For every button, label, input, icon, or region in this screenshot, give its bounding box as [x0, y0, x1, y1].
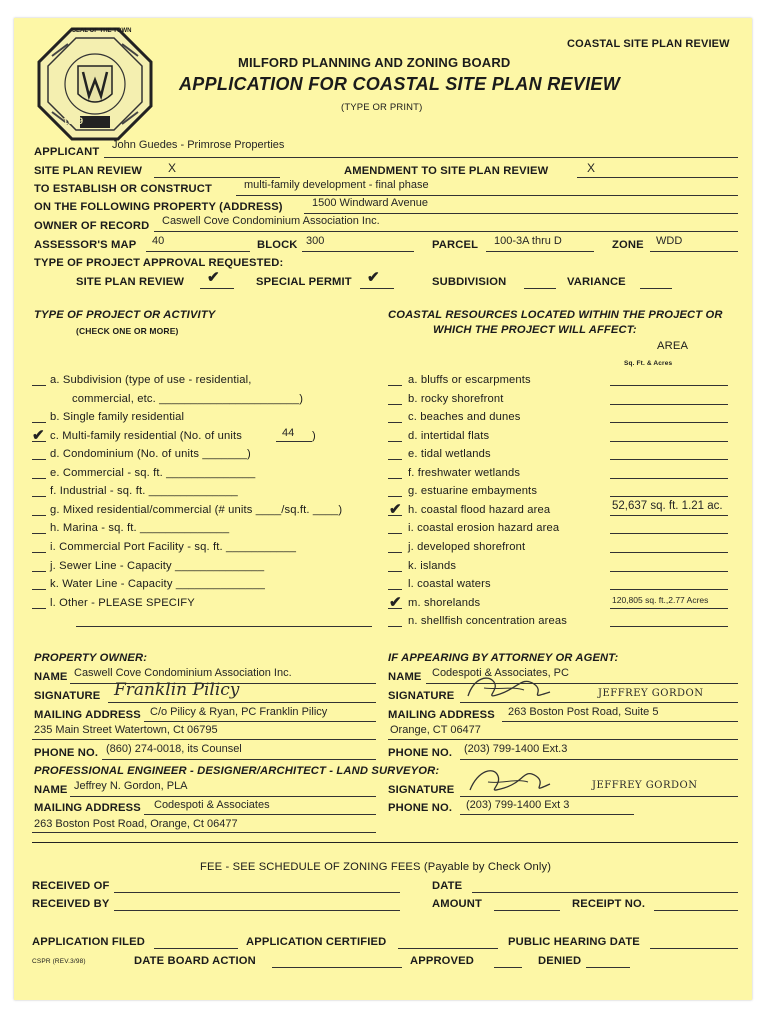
- agent-name-label: NAME: [388, 671, 422, 683]
- checkbox-line[interactable]: [32, 459, 46, 460]
- area-line[interactable]: [610, 422, 728, 423]
- check-one-note: (CHECK ONE OR MORE): [76, 326, 179, 336]
- form-revision: CSPR (REV.3/98): [32, 958, 86, 965]
- address-label: ON THE FOLLOWING PROPERTY (ADDRESS): [34, 201, 283, 213]
- agent-mailing-line1[interactable]: 263 Boston Post Road, Suite 5: [508, 706, 659, 718]
- surveyor-phone-label: PHONE NO.: [388, 802, 453, 814]
- project-type-item: k. Water Line - Capacity ______________: [50, 578, 266, 591]
- received-of-label: RECEIVED OF: [32, 880, 110, 892]
- project-type-item: commercial, etc. ______________________): [72, 392, 304, 405]
- project-type-item: d. Condominium (No. of units _______): [50, 448, 251, 461]
- coastal-resource-item: g. estuarine embayments: [408, 485, 538, 498]
- surveyor-signature-scribble: [464, 760, 554, 800]
- form-id-header: COASTAL SITE PLAN REVIEW: [567, 38, 730, 50]
- owner-signature-label: SIGNATURE: [34, 690, 101, 702]
- checkbox-line[interactable]: [32, 385, 46, 386]
- checkbox-line[interactable]: [388, 626, 402, 627]
- amount-label: AMOUNT: [432, 898, 482, 910]
- coastal-resource-item: m. shorelands: [408, 596, 481, 609]
- owner-mailing-line1[interactable]: C/o Pilicy & Ryan, PC Franklin Pilicy: [150, 706, 328, 718]
- project-type-item: e. Commercial - sq. ft. ______________: [50, 466, 256, 479]
- town-seal-logo: [34, 26, 156, 142]
- engineer-name-label: NAME: [34, 784, 68, 796]
- coastal-resource-check[interactable]: ✔: [389, 500, 402, 518]
- area-line[interactable]: [610, 552, 728, 553]
- coastal-resource-item: h. coastal flood hazard area: [408, 503, 551, 516]
- agent-name-value[interactable]: Codespoti & Associates, PC: [432, 667, 569, 679]
- owner-of-record-value[interactable]: Caswell Cove Condominium Association Inc.: [162, 215, 380, 227]
- area-line[interactable]: [610, 515, 728, 516]
- area-line[interactable]: [610, 404, 728, 405]
- project-type-tail: ): [312, 429, 316, 442]
- form-sheet: [14, 18, 752, 1000]
- parcel-value[interactable]: 100-3A thru D: [494, 235, 562, 247]
- area-line[interactable]: [610, 385, 728, 386]
- area-heading: AREA: [657, 340, 689, 352]
- owner-mailing-line2[interactable]: 235 Main Street Watertown, Ct 06795: [34, 724, 218, 736]
- checkbox-line[interactable]: [32, 571, 46, 572]
- checkbox-line[interactable]: [388, 571, 402, 572]
- project-type-units-value[interactable]: 44: [282, 426, 295, 439]
- date-label: DATE: [432, 880, 463, 892]
- applicant-value[interactable]: John Guedes - Primrose Properties: [112, 139, 285, 151]
- owner-name-label: NAME: [34, 671, 68, 683]
- establish-label: TO ESTABLISH OR CONSTRUCT: [34, 183, 212, 195]
- approval-special-permit-check[interactable]: ✔: [367, 269, 380, 286]
- checkbox-line[interactable]: [32, 608, 46, 609]
- block-label: BLOCK: [257, 239, 298, 251]
- area-line[interactable]: [610, 459, 728, 460]
- agent-phone-label: PHONE NO.: [388, 747, 453, 759]
- surveyor-signature-print[interactable]: JEFFREY GORDON: [592, 780, 698, 791]
- received-by-label: RECEIVED BY: [32, 898, 110, 910]
- project-type-item: j. Sewer Line - Capacity ______________: [50, 559, 265, 572]
- checkbox-line[interactable]: [388, 459, 402, 460]
- coastal-resource-item: a. bluffs or escarpments: [408, 374, 531, 386]
- form-title: APPLICATION FOR COASTAL SITE PLAN REVIEW: [179, 74, 621, 94]
- project-type-item: c. Multi-family residential (No. of units: [50, 429, 243, 442]
- owner-mailing-label: MAILING ADDRESS: [34, 709, 141, 721]
- coastal-resource-item: n. shellfish concentration areas: [408, 615, 568, 628]
- application-certified-label: APPLICATION CERTIFIED: [246, 936, 387, 948]
- site-plan-review-value[interactable]: X: [168, 161, 177, 175]
- checkbox-line[interactable]: [388, 478, 402, 479]
- checkbox-line[interactable]: [388, 589, 402, 590]
- surveyor-signature-label: SIGNATURE: [388, 784, 455, 796]
- coastal-resource-item: f. freshwater wetlands: [408, 466, 521, 479]
- coastal-resource-item: b. rocky shorefront: [408, 392, 504, 405]
- approval-site-plan-label: SITE PLAN REVIEW: [76, 276, 185, 288]
- project-type-heading: TYPE OF PROJECT OR ACTIVITY: [34, 309, 216, 321]
- project-type-item: i. Commercial Port Facility - sq. ft. ___________: [50, 540, 297, 553]
- area-line[interactable]: [610, 478, 728, 479]
- coastal-resource-check[interactable]: ✔: [389, 593, 402, 611]
- project-type-item: a. Subdivision (type of use - residential,: [50, 374, 252, 386]
- public-hearing-date-label: PUBLIC HEARING DATE: [508, 936, 640, 948]
- area-line[interactable]: [610, 496, 728, 497]
- engineer-mailing-label: MAILING ADDRESS: [34, 802, 141, 814]
- checkbox-line[interactable]: [32, 478, 46, 479]
- engineer-mailing-line2[interactable]: 263 Boston Post Road, Orange, Ct 06477: [34, 818, 238, 830]
- fee-note: FEE - SEE SCHEDULE OF ZONING FEES (Payable by Check Only): [200, 861, 552, 873]
- checkbox-line[interactable]: [388, 422, 402, 423]
- units-line: [276, 441, 312, 442]
- date-board-action-label: DATE BOARD ACTION: [134, 955, 256, 967]
- owner-name-value[interactable]: Caswell Cove Condominium Association Inc.: [74, 667, 292, 679]
- coastal-resource-item: l. coastal waters: [408, 578, 491, 591]
- project-type-item: l. Other - PLEASE SPECIFY: [50, 596, 195, 609]
- checkbox-line[interactable]: [388, 441, 402, 442]
- checkbox-line[interactable]: [388, 385, 402, 386]
- area-line[interactable]: [610, 571, 728, 572]
- approval-special-permit-label: SPECIAL PERMIT: [256, 276, 352, 288]
- area-line[interactable]: [610, 608, 728, 609]
- checkbox-line[interactable]: [32, 552, 46, 553]
- surveyor-phone-value[interactable]: (203) 799-1400 Ext 3: [466, 799, 570, 811]
- attorney-heading: IF APPEARING BY ATTORNEY OR AGENT:: [388, 652, 619, 664]
- owner-signature[interactable]: Franklin Pilicy: [114, 680, 240, 700]
- agent-signature-print[interactable]: JEFFREY GORDON: [598, 688, 704, 699]
- approved-label: APPROVED: [410, 955, 474, 967]
- agent-signature-label: SIGNATURE: [388, 690, 455, 702]
- project-type-item: h. Marina - sq. ft. ______________: [50, 522, 230, 535]
- agent-phone-value[interactable]: (203) 799-1400 Ext.3: [464, 743, 568, 755]
- project-type-item: f. Industrial - sq. ft. ______________: [50, 485, 238, 498]
- coastal-resource-area-value[interactable]: 52,637 sq. ft. 1.21 ac.: [612, 499, 723, 512]
- owner-of-record-label: OWNER OF RECORD: [34, 220, 150, 232]
- parcel-label: PARCEL: [432, 239, 479, 251]
- agent-mailing-label: MAILING ADDRESS: [388, 709, 495, 721]
- denied-label: DENIED: [538, 955, 582, 967]
- owner-phone-label: PHONE NO.: [34, 747, 99, 759]
- project-type-item: b. Single family residential: [50, 411, 185, 424]
- assessors-map-value[interactable]: 40: [152, 235, 165, 247]
- site-plan-review-label: SITE PLAN REVIEW: [34, 165, 143, 177]
- establish-value[interactable]: multi-family development - final phase: [244, 179, 429, 191]
- project-type-item: g. Mixed residential/commercial (# units ____/sq.ft. ____): [50, 503, 343, 516]
- coastal-resource-item: e. tidal wetlands: [408, 448, 491, 461]
- receipt-no-label: RECEIPT NO.: [572, 898, 646, 910]
- project-type-check[interactable]: ✔: [32, 426, 45, 444]
- agent-mailing-line2[interactable]: Orange, CT 06477: [390, 724, 481, 736]
- agent-signature-scribble: [464, 670, 554, 706]
- engineer-name-value[interactable]: Jeffrey N. Gordon, PLA: [74, 780, 188, 792]
- type-or-print: (TYPE OR PRINT): [341, 102, 423, 113]
- seal-year: 1639: [63, 116, 84, 126]
- seal-text-top: SEAL OF THE TOWN: [72, 28, 132, 34]
- coastal-resources-heading-2: WHICH THE PROJECT WILL AFFECT:: [433, 324, 637, 336]
- zone-value[interactable]: WDD: [656, 235, 683, 247]
- assessors-map-label: ASSESSOR'S MAP: [34, 239, 137, 251]
- checkbox-line[interactable]: [32, 589, 46, 590]
- coastal-resource-item: d. intertidal flats: [408, 429, 490, 442]
- amendment-value[interactable]: X: [587, 161, 596, 175]
- approval-type-label: TYPE OF PROJECT APPROVAL REQUESTED:: [34, 257, 284, 269]
- checkbox-line[interactable]: [388, 404, 402, 405]
- engineer-mailing-line1[interactable]: Codespoti & Associates: [154, 799, 270, 811]
- coastal-resource-area-value[interactable]: 120,805 sq. ft.,2.77 Acres: [612, 594, 709, 605]
- owner-phone-value[interactable]: (860) 274-0018, its Counsel: [106, 743, 242, 755]
- checkbox-line[interactable]: [388, 533, 402, 534]
- checkbox-line[interactable]: [32, 496, 46, 497]
- coastal-resource-item: i. coastal erosion hazard area: [408, 522, 560, 535]
- coastal-resource-item: j. developed shorefront: [408, 540, 526, 553]
- checkbox-line[interactable]: [32, 533, 46, 534]
- zone-label: ZONE: [612, 239, 644, 251]
- applicant-label: APPLICANT: [34, 146, 100, 158]
- property-owner-heading: PROPERTY OWNER:: [34, 652, 148, 664]
- checkbox-line[interactable]: [32, 515, 46, 516]
- area-line[interactable]: [610, 441, 728, 442]
- coastal-resource-item: c. beaches and dunes: [408, 411, 521, 424]
- area-units-note: Sq. Ft. & Acres: [624, 360, 673, 367]
- approval-variance-label: VARIANCE: [567, 276, 626, 288]
- approval-subdivision-label: SUBDIVISION: [432, 276, 507, 288]
- checkbox-line[interactable]: [32, 422, 46, 423]
- area-line[interactable]: [610, 533, 728, 534]
- area-line[interactable]: [610, 626, 728, 627]
- engineer-heading: PROFESSIONAL ENGINEER - DESIGNER/ARCHITECT - LAND SURVEYOR:: [34, 765, 440, 777]
- checkbox-line[interactable]: [388, 552, 402, 553]
- coastal-resources-heading-1: COASTAL RESOURCES LOCATED WITHIN THE PROJECT OR: [388, 309, 723, 321]
- area-line[interactable]: [610, 589, 728, 590]
- checkbox-line[interactable]: [388, 496, 402, 497]
- application-filed-label: APPLICATION FILED: [32, 936, 145, 948]
- coastal-resource-item: k. islands: [408, 559, 457, 572]
- board-name: MILFORD PLANNING AND ZONING BOARD: [238, 55, 511, 70]
- block-value[interactable]: 300: [306, 235, 325, 247]
- approval-site-plan-check[interactable]: ✔: [207, 269, 220, 286]
- amendment-label: AMENDMENT TO SITE PLAN REVIEW: [344, 165, 549, 177]
- address-value[interactable]: 1500 Windward Avenue: [312, 197, 428, 209]
